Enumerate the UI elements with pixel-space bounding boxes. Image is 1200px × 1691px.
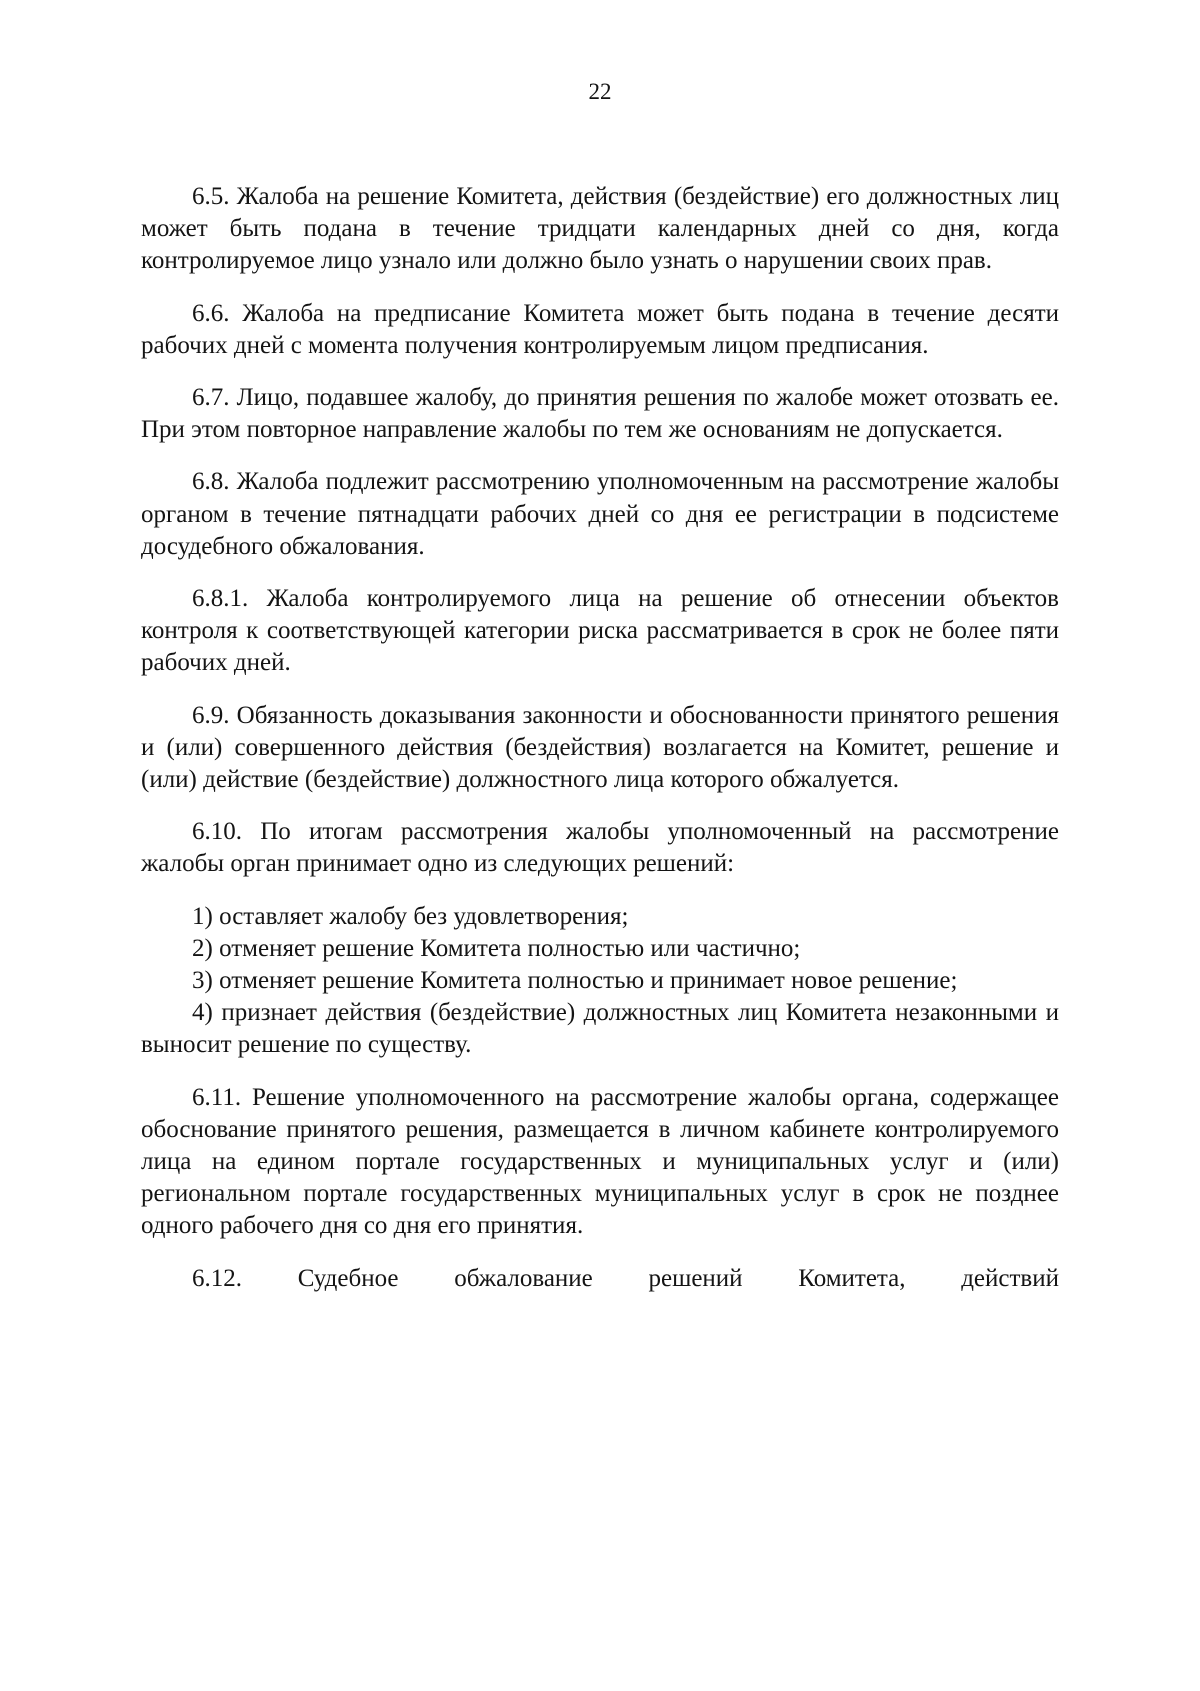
- paragraph-6-10: 6.10. По итогам рассмотрения жалобы уполномоченный на рассмотрение жалобы орган принимает одно из следующих решений:: [141, 818, 1059, 878]
- paragraph-6-9: 6.9. Обязанность доказывания законности и обоснованности принятого решения и (или) совершенного действия (бездействия) возлагается на Комитет, решение и (или) действие (бездействие) должностного лица которого обжалуется.: [141, 701, 1059, 794]
- page-number: 22: [588, 79, 612, 104]
- paragraph-6-12: 6.12. Судебное обжалование решений Комитета, действий: [192, 1264, 1059, 1292]
- paragraph-6-11: 6.11. Решение уполномоченного на рассмотрение жалобы органа, содержащее обоснование принятого решения, размещается в личном кабинете контролируемого лица на едином портале государственных и муниципальных услуг и (или) региональном портале государственных муниципальных услуг в срок не позднее одного рабочего дня со дня его принятия.: [141, 1083, 1059, 1240]
- paragraph-6-5: 6.5. Жалоба на решение Комитета, действия (бездействие) его должностных лиц может быть подана в течение тридцати календарных дней со дня, когда контролируемое лицо узнало или должно было узнать о нарушении своих прав.: [141, 183, 1059, 275]
- paragraph-6-6: 6.6. Жалоба на предписание Комитета может быть подана в течение десяти рабочих дней с момента получения контролируемым лицом предписания.: [141, 299, 1059, 359]
- paragraph-6-8: 6.8. Жалоба подлежит рассмотрению уполномоченным на рассмотрение жалобы органом в течение пятнадцати рабочих дней со дня ее регистрации в подсистеме досудебного обжалования.: [141, 468, 1059, 560]
- list-item-decision-4: 4) признает действия (бездействие) должностных лиц Комитета незаконными и выносит решение по существу.: [141, 999, 1059, 1059]
- decisions-list: [141, 901, 1059, 1062]
- list-item-decision-3: 3) отменяет решение Комитета полностью и принимает новое решение;: [192, 967, 958, 995]
- list-item-decision-2: 2) отменяет решение Комитета полностью или частично;: [192, 934, 801, 962]
- list-item-decision-1: 1) оставляет жалобу без удовлетворения;: [192, 902, 629, 930]
- paragraph-6-7: 6.7. Лицо, подавшее жалобу, до принятия решения по жалобе может отозвать ее. При этом повторное направление жалобы по тем же основаниям не допускается.: [141, 384, 1059, 444]
- document-body: [141, 181, 1059, 1295]
- paragraph-6-8-1: 6.8.1. Жалоба контролируемого лица на решение об отнесении объектов контроля к соответствующей категории риска рассматривается в срок не более пяти рабочих дней.: [141, 585, 1059, 677]
